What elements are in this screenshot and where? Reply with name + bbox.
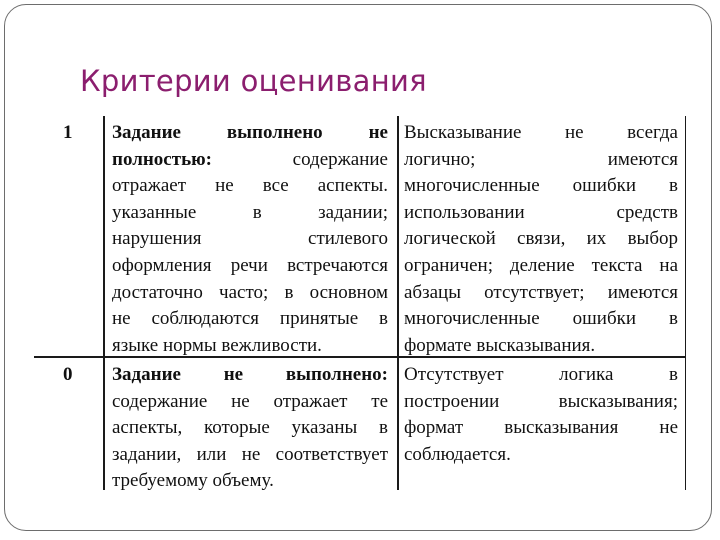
task-line-text: аспекты, которые указаны в [112,417,388,439]
task-line [112,468,388,490]
text-line: формат высказывания не [404,417,678,439]
text-line: логично; имеются [404,148,678,170]
slide-title: Критерии оценивания [80,64,427,98]
text-line: многочисленные ошибки в [404,175,678,197]
task-line-text: содержание [211,148,388,170]
task-cell [112,120,388,359]
task-line-text: указанные в задании; [112,201,388,223]
task-line-text: не соблюдаются принятые в [112,308,388,330]
score-cell: 0 [63,364,73,385]
task-line [112,362,388,389]
criteria-table [34,116,686,490]
task-cell [112,362,388,490]
text-line: построении высказывания; [404,390,678,412]
column-divider-right [685,116,686,490]
task-line [112,306,388,333]
task-line-text: требуемому объему. [112,470,274,490]
task-line-text: нарушения стилевого [112,228,388,250]
text-line: абзацы отсутствует; имеются [404,281,678,303]
task-line [112,200,388,227]
task-line-text: оформления речи встречаются [112,254,388,276]
text-line: Высказывание не всегда [404,122,678,143]
text-line: ограничен; деление текста на [404,254,678,276]
column-divider-score [103,116,105,490]
text-line: использовании средств [404,201,678,223]
text-line: логической связи, их выбор [404,228,678,250]
text-organization-cell [404,120,678,359]
text-line: Отсутствует логика в [404,364,678,385]
task-line-bold: Задание выполнено не [112,122,388,143]
task-line-text: задании, или не соответствует [112,443,388,465]
text-line: формате высказывания. [404,334,596,356]
task-line [112,389,388,416]
text-organization-cell [404,362,678,468]
text-line: многочисленные ошибки в [404,308,678,330]
task-line-bold: полностью: [112,148,212,170]
task-line-text: содержание не отражает те [112,390,388,412]
task-line [112,226,388,253]
task-line [112,333,388,360]
task-line [112,442,388,469]
column-divider-task [397,116,399,490]
task-line-text: языке нормы вежливости. [112,334,322,356]
task-line [112,280,388,307]
score-cell: 1 [63,122,73,143]
task-line [112,415,388,442]
task-line-text: достаточно часто; в основном [112,281,388,303]
task-line [112,173,388,200]
task-line [112,120,388,147]
text-line: соблюдается. [404,443,511,465]
task-line [112,147,388,174]
task-line [112,253,388,280]
task-line-bold: Задание не выполнено: [112,364,388,385]
task-line-text: отражает не все аспекты. [112,175,388,197]
